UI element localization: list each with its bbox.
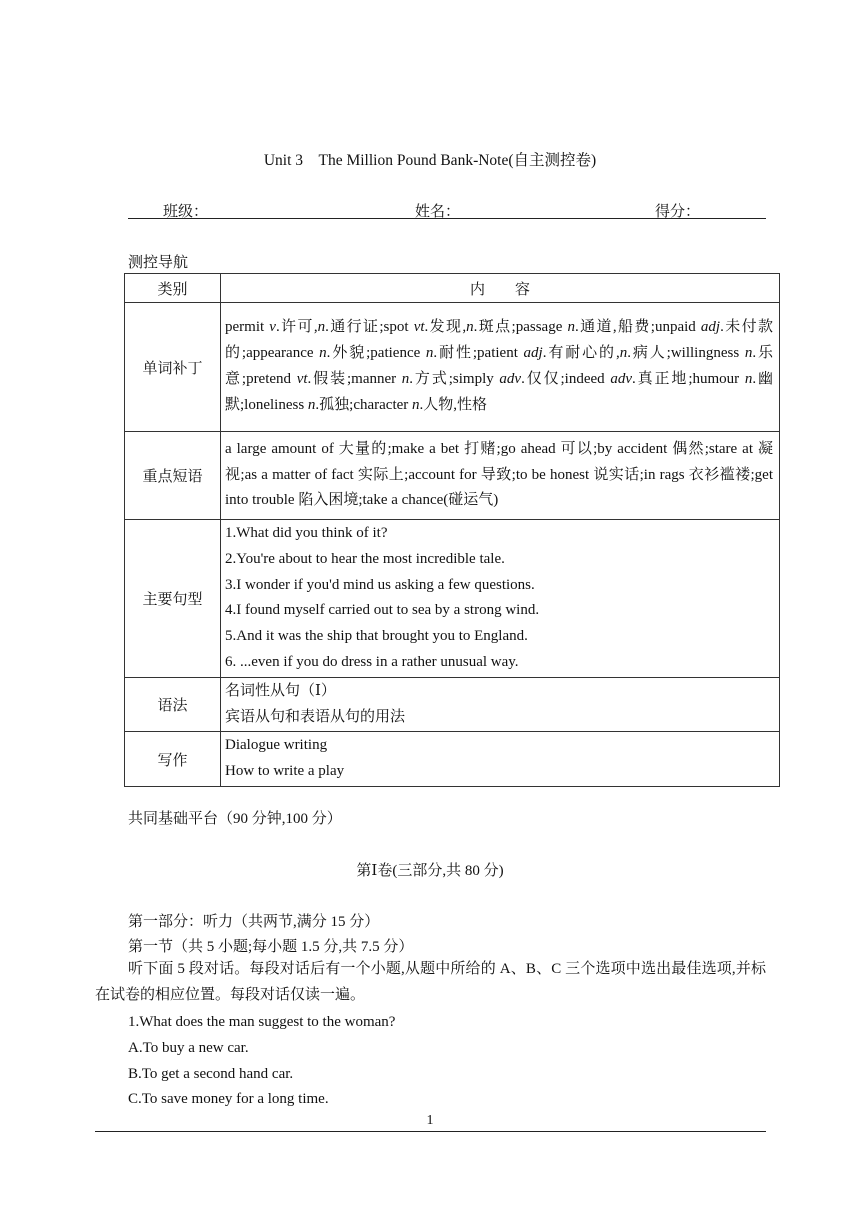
category-words: 单词补丁 <box>125 303 221 432</box>
category-writing: 写作 <box>125 732 221 787</box>
sentence-line: 6. ...even if you do dress in a rather unusual way. <box>225 653 519 670</box>
content-words: permit v.许可,n.通行证;spot vt.发现,n.斑点;passage n.通道,船费;unpaid adj.未付款的;appearance n.外貌;patience n.耐性;patient adj.有耐心的,n.病人;willingness n.乐意;pretend vt.假装;manner n.方式;simply adv.仅仅;indeed adv.真正地;humour n.幽默;loneliness n.孤独;character n.人物,性格 <box>221 303 780 432</box>
name-label: 姓名： <box>415 204 461 220</box>
footer-divider <box>95 1131 766 1132</box>
table-header-row <box>125 274 780 303</box>
sentence-line: 1.What did you think of it? <box>225 525 388 541</box>
sentence-line: 4.I found myself carried out to sea by a strong wind. <box>225 602 540 619</box>
table-row <box>125 520 780 678</box>
writing-line: How to write a play <box>225 763 345 780</box>
student-info-line <box>128 200 766 219</box>
writing-line: Dialogue writing <box>225 737 328 754</box>
question-stem: 1.What does the man suggest to the woman? <box>128 1014 396 1030</box>
listening-instruction: 听下面 5 段对话。每段对话后有一个小题,从题中所给的 A、B、C 三个选项中选出最佳选项,并标在试卷的相应位置。每段对话仅读一遍。 <box>95 961 766 1003</box>
category-phrases: 重点短语 <box>125 432 221 520</box>
guide-table <box>124 273 780 787</box>
content-writing <box>221 732 780 787</box>
category-grammar: 语法 <box>125 677 221 732</box>
table-row <box>125 732 780 787</box>
grammar-line: 名词性从句（Ⅰ） <box>225 682 336 699</box>
part1-heading: 第一部分：听力（共两节,满分 15 分） <box>128 914 380 930</box>
page-number: 1 <box>426 1113 434 1128</box>
sentence-line: 5.And it was the ship that brought you to England. <box>225 628 528 645</box>
sentence-line: 2.You're about to hear the most incredible tale. <box>225 550 505 567</box>
nav-heading: 测控导航 <box>128 255 189 271</box>
header-category: 类别 <box>125 274 221 303</box>
table-row <box>125 677 780 732</box>
platform-heading: 共同基础平台（90 分钟,100 分） <box>128 811 342 827</box>
content-sentences <box>221 520 780 678</box>
content-phrases: a large amount of 大量的;make a bet 打赌;go ahead 可以;by accident 偶然;stare at 凝视;as a matter of fact 实际上;account for 导致;to be honest 说实话;in rags 衣衫褴褛;get into trouble 陷入困境;take a chance(碰运气) <box>221 432 780 520</box>
table-row <box>125 303 780 432</box>
section1-heading: 第一节（共 5 小题;每小题 1.5 分,共 7.5 分） <box>128 939 414 955</box>
sentence-line: 3.I wonder if you'd mind us asking a few questions. <box>225 576 535 593</box>
grammar-line: 宾语从句和表语从句的用法 <box>225 708 406 725</box>
category-sentences: 主要句型 <box>125 520 221 678</box>
answer-option-c[interactable]: C.To save money for a long time. <box>128 1091 329 1107</box>
header-content: 内 容 <box>221 274 780 303</box>
document-title: Unit 3 The Million Pound Bank-Note(自主测控卷) <box>263 152 597 169</box>
table-row <box>125 432 780 520</box>
content-grammar <box>221 677 780 732</box>
answer-option-b[interactable]: B.To get a second hand car. <box>128 1066 294 1082</box>
class-label: 班级： <box>163 204 209 220</box>
volume-heading: 第Ⅰ卷(三部分,共 80 分) <box>356 863 504 879</box>
answer-option-a[interactable]: A.To buy a new car. <box>128 1040 249 1056</box>
score-label: 得分： <box>655 204 701 220</box>
